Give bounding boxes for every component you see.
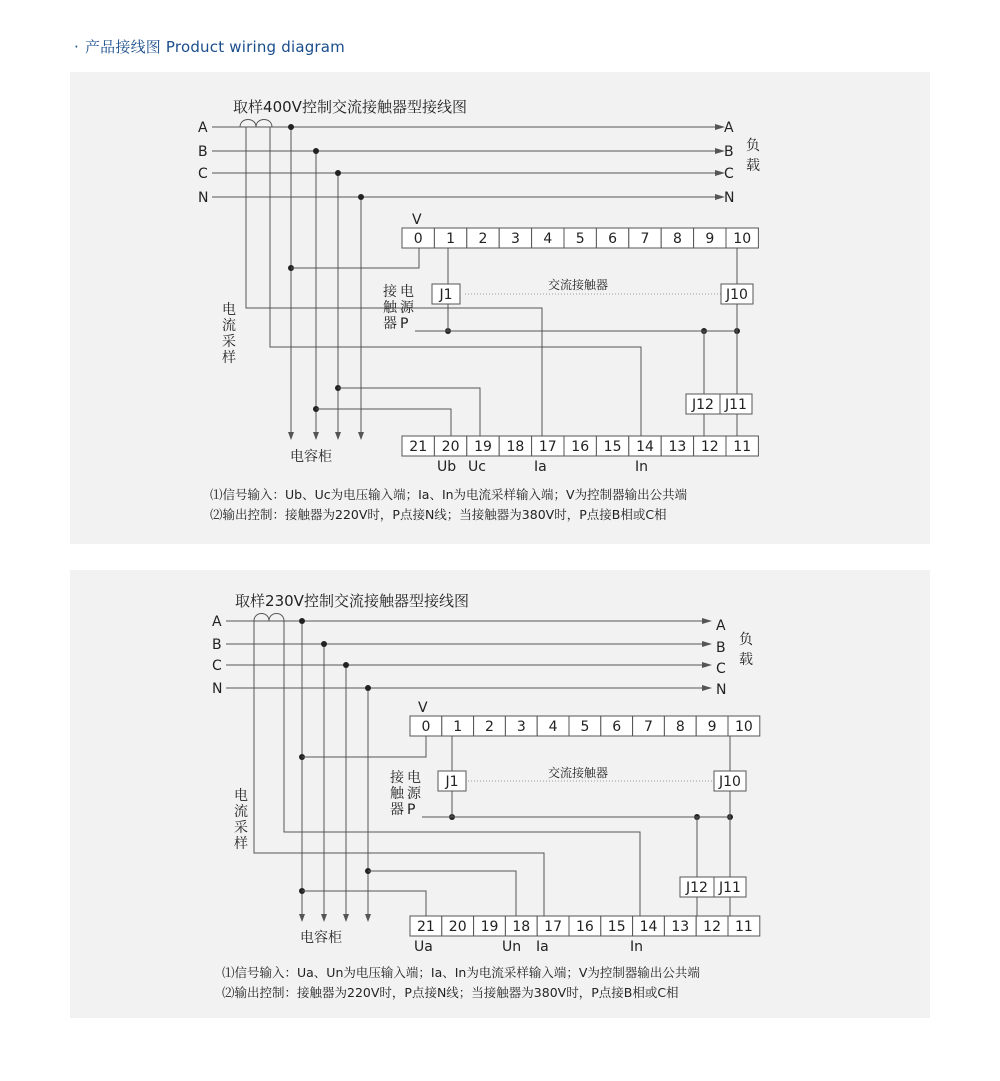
phase-left-b: B [212, 637, 222, 653]
current-transformer-icon [254, 614, 284, 622]
j12-label: J12 [692, 397, 714, 413]
ct-label-4: 样 [234, 836, 248, 852]
terminal-number: 18 [506, 439, 525, 455]
v-common-wire [302, 736, 426, 757]
terminal-number: 11 [734, 919, 753, 935]
ct-label-2: 流 [222, 318, 236, 334]
v-common-wire [291, 248, 419, 268]
phase-left-a: A [212, 614, 222, 630]
ct-label-4: 样 [222, 350, 236, 366]
terminal-number: 15 [603, 439, 622, 455]
terminal-number: 21 [409, 439, 428, 455]
terminal-number: 8 [675, 719, 685, 735]
note-2: ⑵输出控制：接触器为220V时，P点接N线；当接触器为380V时，P点接B相或C相 [222, 985, 679, 1000]
terminal-number: 8 [672, 231, 682, 247]
power-label-6: P [400, 316, 409, 332]
phase-right-c: C [716, 661, 726, 677]
terminal-number: 21 [416, 919, 435, 935]
terminal-number: 5 [580, 719, 590, 735]
wiring-diagram-panel-2 [70, 570, 930, 1018]
terminal-number: 7 [640, 231, 650, 247]
load-label-2: 载 [739, 652, 753, 668]
uc-wire [316, 409, 451, 440]
phase-right-n: N [724, 190, 735, 206]
phase-lines [226, 618, 712, 691]
note-2: ⑵输出控制：接触器为220V时，P点接N线；当接触器为380V时，P点接B相或C相 [210, 507, 667, 522]
phase-right-a: A [716, 618, 726, 634]
load-label-1: 负 [746, 138, 760, 154]
power-label-2: 触 [390, 786, 404, 802]
terminal-number: 19 [474, 439, 492, 455]
terminal-number: 13 [671, 919, 690, 935]
top-terminal-block [410, 716, 760, 736]
bottom-label-ua: Ua [414, 939, 433, 955]
terminal-number: 15 [607, 919, 626, 935]
ct-label-2: 流 [234, 804, 248, 820]
un-wire [368, 871, 516, 918]
terminal-number: 10 [734, 719, 753, 735]
header-title: 产品接线图 Product wiring diagram [84, 38, 345, 56]
power-label-2: 触 [383, 300, 397, 316]
phase-left-a: A [198, 120, 208, 136]
power-label-4: 电 [407, 770, 421, 786]
phase-lines [212, 124, 725, 200]
terminal-number: 16 [575, 919, 594, 935]
power-label-5: 源 [407, 786, 421, 802]
terminal-number: 1 [453, 719, 463, 735]
terminal-number: 20 [448, 919, 467, 935]
terminal-number: 17 [544, 919, 563, 935]
terminal-number: 1 [446, 231, 456, 247]
load-label-1: 负 [739, 632, 753, 648]
terminal-number: 20 [441, 439, 460, 455]
terminal-number: 18 [512, 919, 531, 935]
ct-label-1: 电 [222, 302, 236, 318]
phase-left-b: B [198, 144, 208, 160]
j1-label: J1 [439, 287, 453, 303]
capacitor-feed-lines [299, 621, 371, 922]
terminal-number: 12 [700, 439, 719, 455]
bottom-label-ub: Ub [437, 459, 457, 475]
ua-wire [302, 891, 426, 918]
terminal-number: 9 [707, 719, 717, 735]
terminal-number: 0 [421, 719, 431, 735]
bottom-label-in: In [635, 459, 649, 475]
power-label-1: 接 [383, 284, 397, 300]
phase-left-n: N [198, 190, 209, 206]
phase-left-c: C [212, 658, 222, 674]
terminal-number: 16 [571, 439, 590, 455]
power-label-3: 器 [390, 802, 404, 818]
bottom-label-uc: Uc [468, 459, 486, 475]
terminal-number: 2 [478, 231, 488, 247]
j12-label: J12 [686, 880, 708, 896]
ct-label-3: 采 [222, 334, 236, 350]
j11-label: J11 [725, 397, 747, 413]
note-1: ⑴信号输入：Ua、Un为电压输入端；Ia、In为电流采样输入端；V为控制器输出公共端 [222, 965, 700, 980]
terminal-number: 7 [644, 719, 653, 735]
terminal-number: 6 [608, 231, 618, 247]
power-label-1: 接 [390, 770, 404, 786]
terminal-number: 3 [516, 719, 526, 735]
terminal-number: 5 [575, 231, 585, 247]
header-bullet: · [74, 38, 79, 56]
wiring-diagram-230v [70, 570, 930, 1018]
v-label: V [418, 700, 428, 716]
section-header [74, 36, 345, 57]
j1-label: J1 [445, 774, 459, 790]
load-label-2: 载 [746, 158, 760, 174]
terminal-number: 17 [538, 439, 557, 455]
power-label-3: 器 [383, 316, 397, 332]
bottom-terminal-block [402, 436, 758, 456]
terminal-number: 10 [733, 231, 752, 247]
ct-label-3: 采 [234, 820, 248, 836]
top-terminal-block [402, 228, 758, 248]
diagram-title: 取样400V控制交流接触器型接线图 [233, 98, 467, 116]
power-label-5: 源 [400, 300, 414, 316]
terminal-number: 19 [480, 919, 499, 935]
bottom-terminal-block [410, 916, 760, 936]
ct-label-1: 电 [234, 788, 248, 804]
terminal-number: 13 [668, 439, 687, 455]
terminal-number: 9 [705, 231, 715, 247]
terminal-number: 2 [485, 719, 494, 735]
bottom-label-un: Un [502, 939, 522, 955]
bottom-label-ia: Ia [536, 939, 549, 955]
terminal-number: 4 [543, 231, 553, 247]
terminal-number: 14 [639, 919, 658, 935]
power-label-4: 电 [400, 284, 414, 300]
terminal-number: 0 [413, 231, 423, 247]
terminal-number: 4 [548, 719, 558, 735]
current-transformer-icon [240, 120, 272, 128]
phase-right-c: C [724, 166, 734, 182]
bottom-label-ia: Ia [534, 459, 547, 475]
cabinet-label: 电容柜 [290, 449, 332, 465]
j10-label: J10 [726, 287, 748, 303]
phase-left-c: C [198, 166, 208, 182]
phase-left-n: N [212, 681, 223, 697]
cabinet-label: 电容柜 [300, 930, 342, 946]
terminal-number: 11 [733, 439, 752, 455]
contactor-label: 交流接触器 [548, 766, 609, 780]
phase-right-b: B [724, 144, 734, 160]
phase-right-b: B [716, 640, 726, 656]
contactor-label: 交流接触器 [548, 278, 609, 292]
phase-right-a: A [724, 120, 734, 136]
terminal-number: 12 [703, 919, 722, 935]
phase-right-n: N [716, 682, 727, 698]
terminal-number: 3 [510, 231, 520, 247]
wiring-diagram-panel-1 [70, 72, 930, 544]
capacitor-feed-lines [288, 127, 364, 440]
v-label: V [412, 212, 422, 228]
wiring-diagram-400v [70, 72, 930, 544]
j10-label: J10 [719, 774, 741, 790]
terminal-number: 14 [636, 439, 654, 455]
note-1: ⑴信号输入：Ub、Uc为电压输入端；Ia、In为电流采样输入端；V为控制器输出公共端 [210, 487, 688, 502]
terminal-number: 6 [612, 719, 622, 735]
power-label-6: P [407, 802, 416, 818]
j11-label: J11 [719, 880, 741, 896]
bottom-label-in: In [630, 939, 644, 955]
diagram-title: 取样230V控制交流接触器型接线图 [235, 592, 469, 610]
